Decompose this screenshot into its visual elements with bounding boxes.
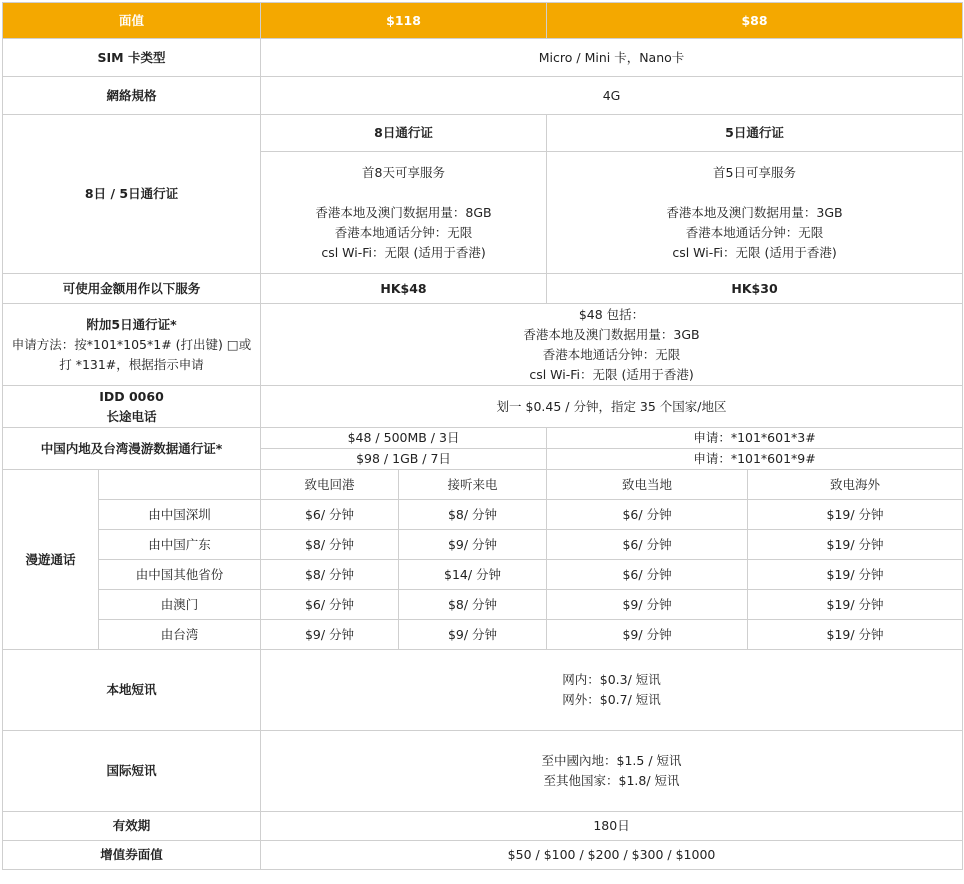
validity-value: 180日 [261,812,963,841]
rate-cell: $19/ 分钟 [748,530,963,560]
roam-data-row-1 [3,428,963,449]
pass-8day-line-4: csl Wi-Fi：无限 (适用于香港) [321,244,486,260]
addon-row [3,304,963,386]
validity-label: 有效期 [3,812,261,841]
addon-detail [261,304,963,386]
addon-title: 附加5日通行证* [86,316,177,332]
pass-5day-line-4: csl Wi-Fi：无限 (适用于香港) [672,244,837,260]
roaming-from: 由中国其他省份 [99,560,261,590]
roam-data-label: 中国内地及台湾漫游数据通行证* [3,428,261,470]
roaming-from: 由中国广东 [99,530,261,560]
idd-label [3,386,261,428]
pass-8day-detail [261,152,547,274]
rate-cell: $9/ 分钟 [547,590,748,620]
rate-cell: $8/ 分钟 [261,530,399,560]
network-value: 4G [261,77,963,115]
rate-cell: $19/ 分钟 [748,560,963,590]
local-sms-label: 本地短讯 [3,650,261,731]
idd-row [3,386,963,428]
roaming-header-row [3,470,963,500]
credit-118: HK$48 [261,274,547,304]
pass-5day-title: 5日通行证 [547,115,963,152]
credit-88: HK$30 [547,274,963,304]
table-row [3,530,963,560]
header-row [3,3,963,39]
local-sms-line-2: 网外：$0.7/ 短讯 [562,692,661,707]
header-88: $88 [547,3,963,39]
local-sms-row [3,650,963,731]
addon-instructions: 申请方法：按*101*105*1# (打出键) □或打 *131#，根据指示申请 [11,336,252,372]
rate-cell: $8/ 分钟 [399,500,547,530]
intl-sms-line-1: 至中國內地：$1.5 / 短讯 [541,753,682,768]
pass-5day-detail [547,152,963,274]
rate-cell: $9/ 分钟 [399,530,547,560]
roaming-corner-cell [99,470,261,500]
roam-data-plan-2: $98 / 1GB / 7日 [261,449,547,470]
pass-5day-line-1: 首5日可享服务 [713,164,797,180]
roaming-from: 由中国深圳 [99,500,261,530]
sim-value: Micro / Mini 卡，Nano卡 [261,39,963,77]
rate-cell: $8/ 分钟 [261,560,399,590]
voucher-label: 增值券面值 [3,841,261,870]
rate-cell: $19/ 分钟 [748,590,963,620]
rate-cell: $9/ 分钟 [399,620,547,650]
rate-cell: $6/ 分钟 [547,530,748,560]
roam-data-plan-1: $48 / 500MB / 3日 [261,428,547,449]
addon-line-2: 香港本地及澳门数据用量：3GB [523,326,700,342]
addon-line-1: $48 包括： [578,306,645,322]
roaming-col-receive: 接听来电 [399,470,547,500]
header-118: $118 [261,3,547,39]
intl-sms-row [3,731,963,812]
addon-line-3: 香港本地通话分钟：无限 [542,346,681,362]
rate-cell: $6/ 分钟 [261,590,399,620]
local-sms-line-1: 网内：$0.3/ 短讯 [562,672,661,687]
pass-8day-line-3: 香港本地通话分钟：无限 [334,224,473,240]
credit-label: 可使用金额用作以下服务 [3,274,261,304]
idd-label-line-1: IDD 0060 [99,388,164,404]
rate-cell: $19/ 分钟 [748,500,963,530]
pass-8day-title: 8日通行证 [261,115,547,152]
rate-cell: $9/ 分钟 [547,620,748,650]
table-row [3,560,963,590]
intl-sms-detail [261,731,963,812]
table-row [3,500,963,530]
roaming-from: 由台湾 [99,620,261,650]
roaming-label: 漫遊通话 [3,470,99,650]
network-label: 網絡規格 [3,77,261,115]
credit-row [3,274,963,304]
rate-cell: $9/ 分钟 [261,620,399,650]
pass-title-row [3,115,963,152]
pass-5day-line-3: 香港本地通话分钟：无限 [685,224,824,240]
roaming-col-call-local: 致电当地 [547,470,748,500]
roaming-from: 由澳门 [99,590,261,620]
rate-cell: $19/ 分钟 [748,620,963,650]
table-row [3,620,963,650]
addon-label [3,304,261,386]
pass-8day-line-1: 首8天可享服务 [362,164,445,180]
local-sms-detail [261,650,963,731]
header-face-value: 面值 [3,3,261,39]
sim-row [3,39,963,77]
rate-cell: $6/ 分钟 [261,500,399,530]
validity-row [3,812,963,841]
sim-label: SIM 卡类型 [3,39,261,77]
rate-cell: $8/ 分钟 [399,590,547,620]
pass-label: 8日 / 5日通行证 [3,115,261,274]
idd-value: 划一 $0.45 / 分钟，指定 35 个国家/地区 [261,386,963,428]
roaming-col-call-home: 致电回港 [261,470,399,500]
network-row [3,77,963,115]
rate-cell: $6/ 分钟 [547,560,748,590]
rate-cell: $14/ 分钟 [399,560,547,590]
voucher-value: $50 / $100 / $200 / $300 / $1000 [261,841,963,870]
table-row [3,590,963,620]
intl-sms-line-2: 至其他国家：$1.8/ 短讯 [543,773,680,788]
plan-table [2,2,963,870]
roam-data-code-2: 申请：*101*601*9# [547,449,963,470]
voucher-row [3,841,963,870]
addon-line-4: csl Wi-Fi：无限 (适用于香港) [529,366,694,382]
roam-data-code-1: 申请：*101*601*3# [547,428,963,449]
rate-cell: $6/ 分钟 [547,500,748,530]
intl-sms-label: 国际短讯 [3,731,261,812]
pass-8day-line-2: 香港本地及澳门数据用量：8GB [315,204,492,220]
pass-5day-line-2: 香港本地及澳门数据用量：3GB [666,204,843,220]
idd-label-line-2: 长途电话 [106,408,157,424]
roaming-col-call-overseas: 致电海外 [748,470,963,500]
